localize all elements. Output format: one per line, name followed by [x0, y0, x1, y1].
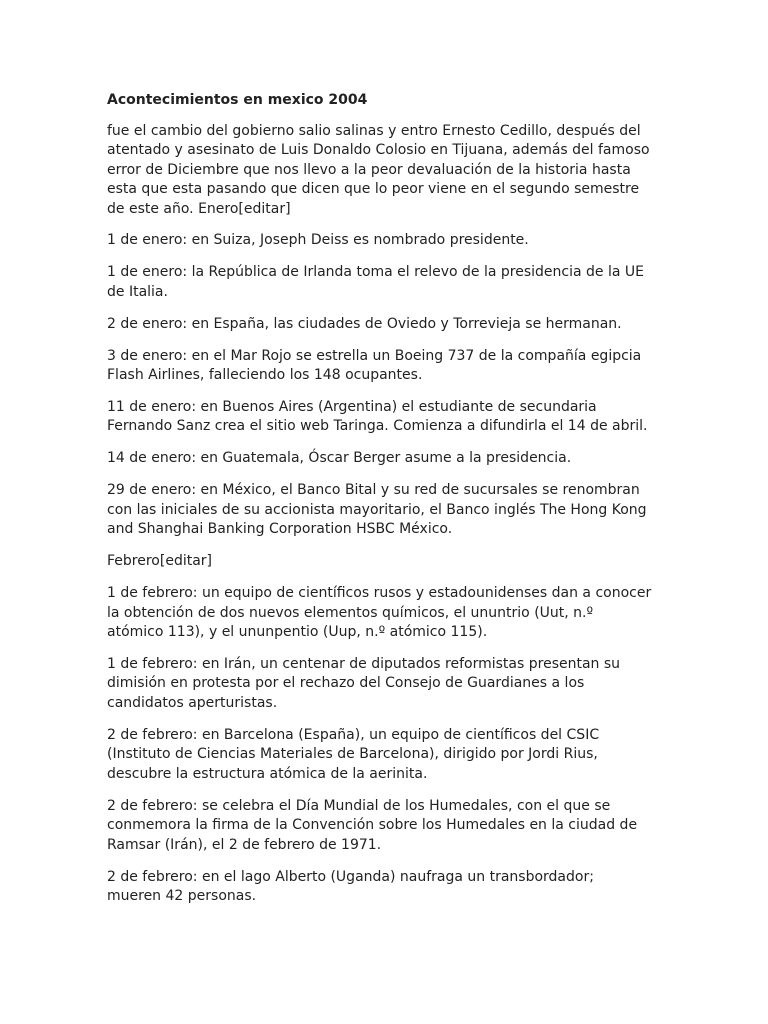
document-body	[107, 91, 652, 919]
paragraph-event: 1 de febrero: un equipo de científicos rusos y estadounidenses dan a conocer la obtención de dos nuevos elementos químicos, el ununtrio (Uut, n.º atómico 113), y el ununpentio (Uup, n.º atómico 115).	[107, 585, 652, 641]
document-title: Acontecimientos en mexico 2004	[107, 92, 368, 108]
paragraph-intro: fue el cambio del gobierno salio salinas y entro Ernesto Cedillo, después del atentado y asesinato de Luis Donaldo Colosio en Tijuana, además del famoso error de Diciembre que nos llevo a la peor devaluación de la historia hasta esta que esta pasando que dicen que lo peor viene en el segundo semestre de este año. Enero[editar]	[107, 122, 650, 217]
paragraph-event: 29 de enero: en México, el Banco Bital y su red de sucursales se renombran con las iniciales de su accionista mayoritario, el Banco inglés The Hong Kong and Shanghai Banking Corporation HSBC México.	[107, 482, 647, 538]
paragraph-event: 11 de enero: en Buenos Aires (Argentina) el estudiante de secundaria Fernando Sanz crea el sitio web Taringa. Comienza a difundirla el 14 de abril.	[107, 398, 648, 435]
paragraph-event: 1 de febrero: en Irán, un centenar de diputados reformistas presentan su dimisión en protesta por el rechazo del Consejo de Guardianes a los candidatos aperturistas.	[107, 655, 621, 711]
paragraph-event: 1 de enero: en Suiza, Joseph Deiss es nombrado presidente.	[107, 232, 529, 249]
paragraph-event: 3 de enero: en el Mar Rojo se estrella un Boeing 737 de la compañía egipcia Flash Airlines, falleciendo los 148 ocupantes.	[107, 347, 642, 384]
paragraph-event: 2 de febrero: en el lago Alberto (Uganda) naufraga un transbordador; mueren 42 personas.	[107, 868, 594, 905]
paragraph-event: 2 de enero: en España, las ciudades de Oviedo y Torrevieja se hermanan.	[107, 315, 622, 332]
section-heading-febrero: Febrero[editar]	[107, 553, 212, 570]
paragraph-event: 14 de enero: en Guatemala, Óscar Berger asume a la presidencia.	[107, 450, 572, 467]
paragraph-event: 2 de febrero: se celebra el Día Mundial de los Humedales, con el que se conmemora la firma de la Convención sobre los Humedales en la ciudad de Ramsar (Irán), el 2 de febrero de 1971.	[107, 797, 638, 853]
paragraph-event: 2 de febrero: en Barcelona (España), un equipo de científicos del CSIC (Instituto de Ciencias Materiales de Barcelona), dirigido por Jordi Rius, descubre la estructura atómica de la aerinita.	[107, 726, 600, 782]
paragraph-event: 1 de enero: la República de Irlanda toma el relevo de la presidencia de la UE de Italia.	[107, 264, 644, 300]
